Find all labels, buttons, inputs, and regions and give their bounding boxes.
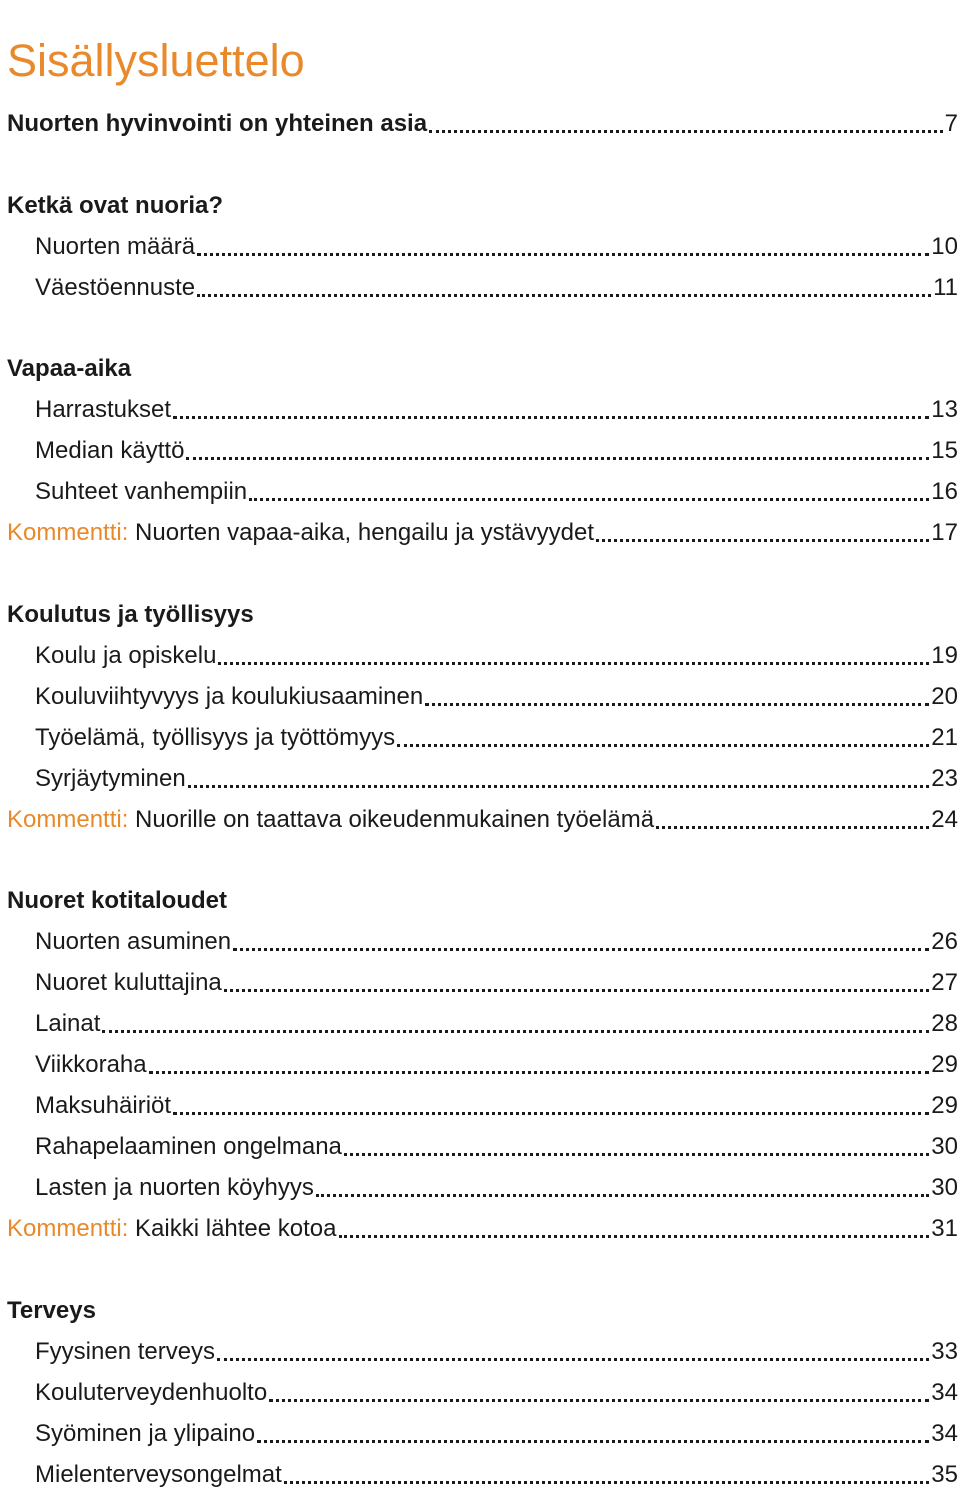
toc-entry-text: Työelämä, työllisyys ja työttömyys xyxy=(35,724,396,751)
toc-page-number: 19 xyxy=(931,642,958,669)
toc-entry[interactable] xyxy=(0,916,958,957)
toc-section-heading xyxy=(0,343,958,384)
toc-page-number: 11 xyxy=(933,274,958,301)
toc-entry-text: Nuorten asuminen xyxy=(35,928,232,955)
toc-entry[interactable] xyxy=(0,466,958,507)
toc-section-heading xyxy=(0,1285,958,1326)
toc-entry-text: Rahapelaaminen ongelmana xyxy=(35,1133,342,1160)
toc-page-number: 10 xyxy=(931,233,958,260)
toc-entry[interactable] xyxy=(0,98,958,139)
toc-section-heading xyxy=(0,180,958,221)
toc-entry[interactable] xyxy=(0,671,958,712)
leader-dots xyxy=(217,1358,929,1361)
leader-dots xyxy=(316,1194,929,1197)
toc-page-number: 33 xyxy=(931,1338,958,1365)
leader-dots xyxy=(269,1399,929,1402)
toc-page-number: 24 xyxy=(931,806,958,833)
toc-page-number: 34 xyxy=(931,1379,958,1406)
toc-entry-text: Median käyttö xyxy=(35,437,185,464)
toc-entry-text: Nuorten määrä xyxy=(35,233,196,260)
toc-page-number: 31 xyxy=(931,1215,958,1242)
toc-entry-text: Viikkoraha xyxy=(35,1051,147,1078)
toc-entry-text: Suhteet vanhempiin xyxy=(35,478,248,505)
leader-dots xyxy=(173,1112,929,1115)
leader-dots xyxy=(102,1030,929,1033)
toc-entry-text-wrap xyxy=(7,805,654,835)
toc-entry-text: Kouluviihtyvyys ja koulukiusaaminen xyxy=(35,683,424,710)
toc-page-number: 17 xyxy=(931,519,958,546)
toc-entry-text: Väestöennuste xyxy=(35,274,196,301)
toc-entry[interactable] xyxy=(0,1326,958,1367)
toc-entry[interactable] xyxy=(0,753,958,794)
leader-dots xyxy=(186,457,929,460)
leader-dots xyxy=(173,416,929,419)
toc-page-number: 23 xyxy=(931,765,958,792)
toc-page-number: 28 xyxy=(931,1010,958,1037)
toc-entry-text: Nuorille on taattava oikeudenmukainen työelämä xyxy=(135,806,655,833)
toc-entry[interactable] xyxy=(0,1080,958,1121)
leader-dots xyxy=(425,703,929,706)
toc-page-number: 27 xyxy=(931,969,958,996)
toc-entry[interactable] xyxy=(0,1449,958,1490)
leader-dots xyxy=(339,1235,930,1238)
toc-entry[interactable] xyxy=(0,1121,958,1162)
toc-entry-text: Syöminen ja ylipaino xyxy=(35,1420,256,1447)
toc-page-number: 21 xyxy=(931,724,958,751)
toc-section-title: Koulutus ja työllisyys xyxy=(7,601,254,628)
toc-page-number: 7 xyxy=(944,110,958,137)
toc-entry[interactable] xyxy=(0,262,958,303)
toc-section-title: Nuoret kotitaloudet xyxy=(7,887,227,914)
leader-dots xyxy=(188,785,930,788)
leader-dots xyxy=(284,1481,930,1484)
toc-entry[interactable] xyxy=(0,1367,958,1408)
leader-dots xyxy=(197,253,929,256)
toc-page-number: 13 xyxy=(931,396,958,423)
toc-entry[interactable] xyxy=(0,998,958,1039)
toc-page-number: 20 xyxy=(931,683,958,710)
leader-dots xyxy=(224,989,930,992)
leader-dots xyxy=(656,826,929,829)
toc-entry[interactable] xyxy=(0,425,958,466)
toc-entry-text: Kouluterveydenhuolto xyxy=(35,1379,268,1406)
toc-page-number: 29 xyxy=(931,1051,958,1078)
leader-dots xyxy=(344,1153,929,1156)
toc-entry[interactable] xyxy=(0,384,958,425)
toc-entry-text: Nuorten vapaa-aika, hengailu ja ystävyydet xyxy=(135,519,594,546)
comment-prefix: Kommentti: xyxy=(7,1215,129,1242)
toc-entry-text-wrap xyxy=(7,518,594,548)
toc-page-number: 30 xyxy=(931,1174,958,1201)
toc-page-number: 35 xyxy=(931,1461,958,1488)
toc-entry[interactable] xyxy=(0,630,958,671)
leader-dots xyxy=(397,744,929,747)
toc-page-number: 26 xyxy=(931,928,958,955)
leader-dots xyxy=(149,1071,930,1074)
toc-entry-text: Nuoret kuluttajina xyxy=(35,969,222,996)
leader-dots xyxy=(257,1440,929,1443)
leader-dots xyxy=(429,130,943,133)
toc-section-heading xyxy=(0,875,958,916)
comment-prefix: Kommentti: xyxy=(7,519,129,546)
toc-entry[interactable] xyxy=(0,712,958,753)
comment-prefix: Kommentti: xyxy=(7,806,129,833)
toc-entry-text: Koulu ja opiskelu xyxy=(35,642,217,669)
toc-entry[interactable] xyxy=(0,1039,958,1080)
toc-entry-text: Kaikki lähtee kotoa xyxy=(135,1215,337,1242)
leader-dots xyxy=(233,948,929,951)
toc-entry[interactable] xyxy=(0,221,958,262)
toc-page-number: 29 xyxy=(931,1092,958,1119)
toc-entry-text: Harrastukset xyxy=(35,396,172,423)
toc-entry-comment[interactable] xyxy=(0,794,958,835)
leader-dots xyxy=(218,662,929,665)
toc-page-number: 16 xyxy=(931,478,958,505)
page-title: Sisällysluettelo xyxy=(7,35,305,87)
toc-entry[interactable] xyxy=(0,1162,958,1203)
toc-page-number: 34 xyxy=(931,1420,958,1447)
toc-page-number: 15 xyxy=(931,437,958,464)
leader-dots xyxy=(197,294,931,297)
toc-entry[interactable] xyxy=(0,1408,958,1449)
toc-entry-comment[interactable] xyxy=(0,1203,958,1244)
toc-section-title: Terveys xyxy=(7,1297,96,1324)
toc-section-title: Ketkä ovat nuoria? xyxy=(7,192,224,219)
toc-entry-text: Mielenterveysongelmat xyxy=(35,1461,282,1488)
toc-entry-text: Lasten ja nuorten köyhyys xyxy=(35,1174,314,1201)
toc-entry-text: Lainat xyxy=(35,1010,101,1037)
toc-section-title: Vapaa-aika xyxy=(7,355,132,382)
toc-entry[interactable] xyxy=(0,957,958,998)
toc-entry-text: Fyysinen terveys xyxy=(35,1338,216,1365)
toc-entry-comment[interactable] xyxy=(0,507,958,548)
leader-dots xyxy=(596,539,929,542)
leader-dots xyxy=(249,498,929,501)
toc-entry-text: Maksuhäiriöt xyxy=(35,1092,172,1119)
toc-page-number: 30 xyxy=(931,1133,958,1160)
toc-entry-text: Syrjäytyminen xyxy=(35,765,186,792)
toc-entry-text-wrap xyxy=(7,1214,337,1244)
toc-section-heading xyxy=(0,589,958,630)
toc-entry-text: Nuorten hyvinvointi on yhteinen asia xyxy=(7,110,428,137)
